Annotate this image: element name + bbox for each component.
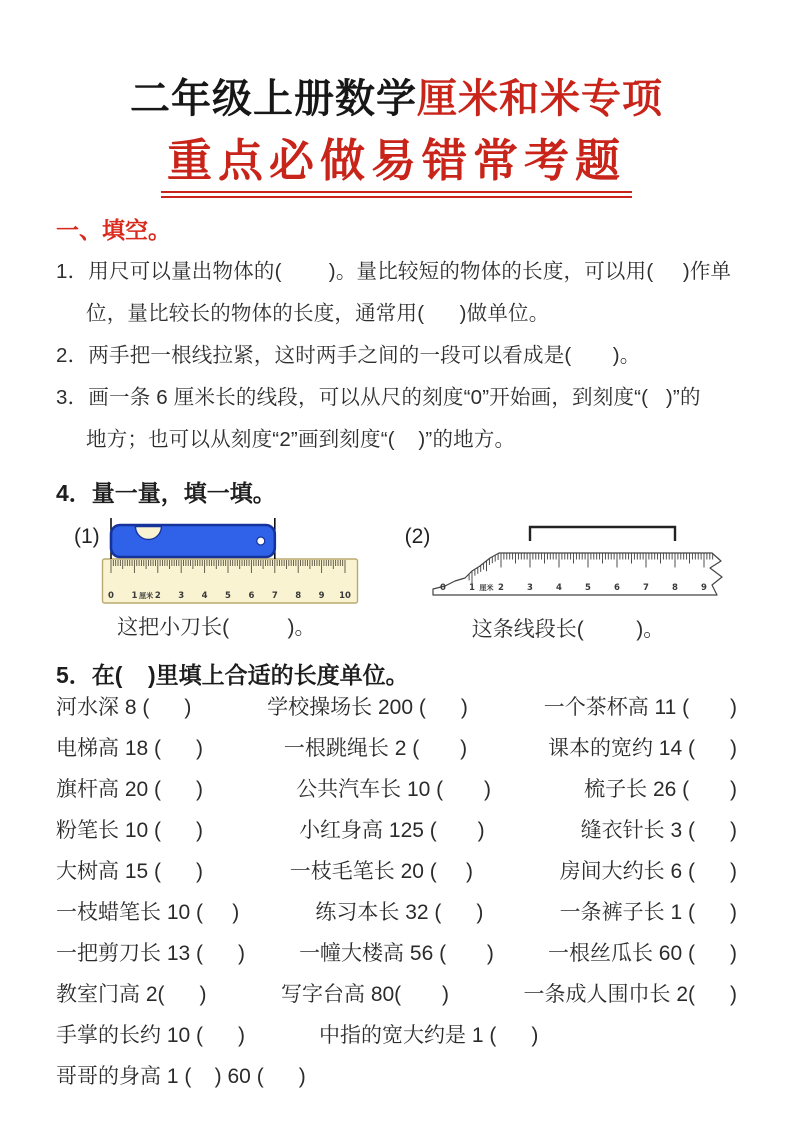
unit-blank-item: 写字台高 80( ) [280,982,450,1006]
section4-heading: 4．量一量，填一填。 [56,479,276,506]
figure-segment-on-torn-ruler [405,515,732,643]
torn-ruler-body [433,553,722,595]
ruler-number: 1 [131,590,138,601]
unit-fill-row [56,861,737,883]
figure2-caption: 这条线段长( )。 [471,617,665,641]
unit-fill-row [56,820,737,842]
figure-knife-on-ruler [74,515,359,641]
unit-fill-row [56,1025,737,1047]
unit-blank-item: 课本的宽约 14 ( ) [547,736,737,760]
unit-fill-row [56,902,737,924]
ruler-number: 4 [201,590,208,601]
ruler-number: 0 [440,582,447,593]
ruler-number: 3 [527,582,534,593]
figure1-caption: 这把小刀长( )。 [117,615,316,639]
section5-heading: 5．在( )里填上合适的长度单位。 [56,661,409,688]
unit-blank-item: 一条成人围巾长 2( ) [523,982,737,1006]
unit-fill-row [56,984,737,1006]
ruler-number: 6 [614,582,621,593]
unit-blank-item: 练习本长 32 ( ) [315,900,484,924]
unit-fill-row [56,779,737,801]
section1-heading: 一、填空。 [56,216,171,243]
section1-fill-blank-lines [56,251,737,461]
unit-blank-item: 教室门高 2( ) [56,982,207,1006]
ruler-number: 9 [318,590,325,601]
unit-blank-item: 房间大约长 6 ( ) [559,859,737,883]
unit-blank-item: 缝衣针长 3 ( ) [580,818,737,842]
unit-blank-item: 手掌的长约 10 ( ) [56,1023,246,1047]
page-title [56,78,737,120]
page-subtitle-row [56,136,737,198]
knife-pivot-dot [256,537,264,545]
ruler-number: 厘米 [479,583,494,592]
figure2-graphic-row [405,515,732,607]
unit-blank-item: 学校操场长 200 ( ) [267,695,468,719]
title-black-part: 二年级上册数学 [130,77,417,121]
fill-blank-line: 地方；也可以从刻度“2”画到刻度“( )”的地方。 [86,427,516,451]
measure-figures-row [56,515,737,643]
figure1-label: (1) [74,524,100,548]
unit-blank-item: 一个茶杯高 11 ( ) [543,695,737,719]
ruler-number: 4 [556,582,563,593]
figure1-graphic-row [74,515,359,605]
unit-fill-row [56,943,737,965]
page-subtitle: 重点必做易错常考题 [161,136,632,198]
unit-fill-row [56,1066,737,1088]
unit-blank-item: 一根跳绳长 2 ( ) [283,736,468,760]
fill-blank-line: 2．两手把一根线拉紧，这时两手之间的一段可以看成是( )。 [56,343,641,367]
ruler-number: 厘米 [138,591,153,600]
unit-blank-item: 梳子长 26 ( ) [584,777,737,801]
ruler-number: 1 [469,582,476,593]
torn-ruler-illustration [431,515,731,607]
ruler-number: 7 [271,590,278,601]
section5-unit-rows [56,697,737,1088]
unit-blank-item: 大树高 15 ( ) [56,859,204,883]
title-red-part: 厘米和米专项 [417,77,663,121]
unit-blank-item: 一条裤子长 1 ( ) [559,900,737,924]
unit-blank-item: 一把剪刀长 13 ( ) [56,941,246,965]
ruler-number: 7 [643,582,650,593]
measured-line-segment [530,527,675,541]
ruler-number: 6 [248,590,255,601]
unit-blank-item: 中指的宽大约是 1 ( ) [319,1023,539,1047]
unit-blank-item: 哥哥的身高 1 ( ) 60 ( ) [56,1064,306,1088]
unit-blank-item: 旗杆高 20 ( ) [56,777,204,801]
unit-blank-item: 小红身高 125 ( ) [299,818,485,842]
ruler-number: 8 [294,590,301,601]
unit-blank-item: 公共汽车长 10 ( ) [296,777,492,801]
unit-blank-item: 粉笔长 10 ( ) [56,818,204,842]
unit-blank-item: 一枝蜡笔长 10 ( ) [56,900,240,924]
figure2-label: (2) [404,524,431,548]
ruler-number: 10 [338,590,351,601]
ruler-number: 5 [585,582,592,593]
fill-blank-line: 位，量比较长的物体的长度，通常用( )做单位。 [86,301,550,325]
unit-fill-row [56,738,737,760]
ruler-number: 5 [224,590,231,601]
unit-blank-item: 一根丝瓜长 60 ( ) [547,941,737,965]
ruler-number: 0 [107,590,114,601]
unit-blank-item: 电梯高 18 ( ) [56,736,204,760]
ruler-number: 9 [701,582,708,593]
ruler-number: 2 [154,590,161,601]
unit-blank-item: 一幢大楼高 56 ( ) [299,941,494,965]
ruler-number: 3 [177,590,184,601]
unit-blank-item: 一枝毛笔长 20 ( ) [289,859,473,883]
fill-blank-line: 3．画一条 6 厘米长的线段，可以从尺的刻度“0”开始画，到刻度“( )”的 [56,385,701,409]
ruler-number: 2 [498,582,505,593]
unit-blank-item: 河水深 8 ( ) [56,695,192,719]
fill-blank-line: 1．用尺可以量出物体的( )。量比较短的物体的长度，可以用( )作单 [56,259,732,283]
knife-ruler-illustration [101,515,359,605]
unit-fill-row [56,697,737,719]
ruler-number: 8 [672,582,679,593]
